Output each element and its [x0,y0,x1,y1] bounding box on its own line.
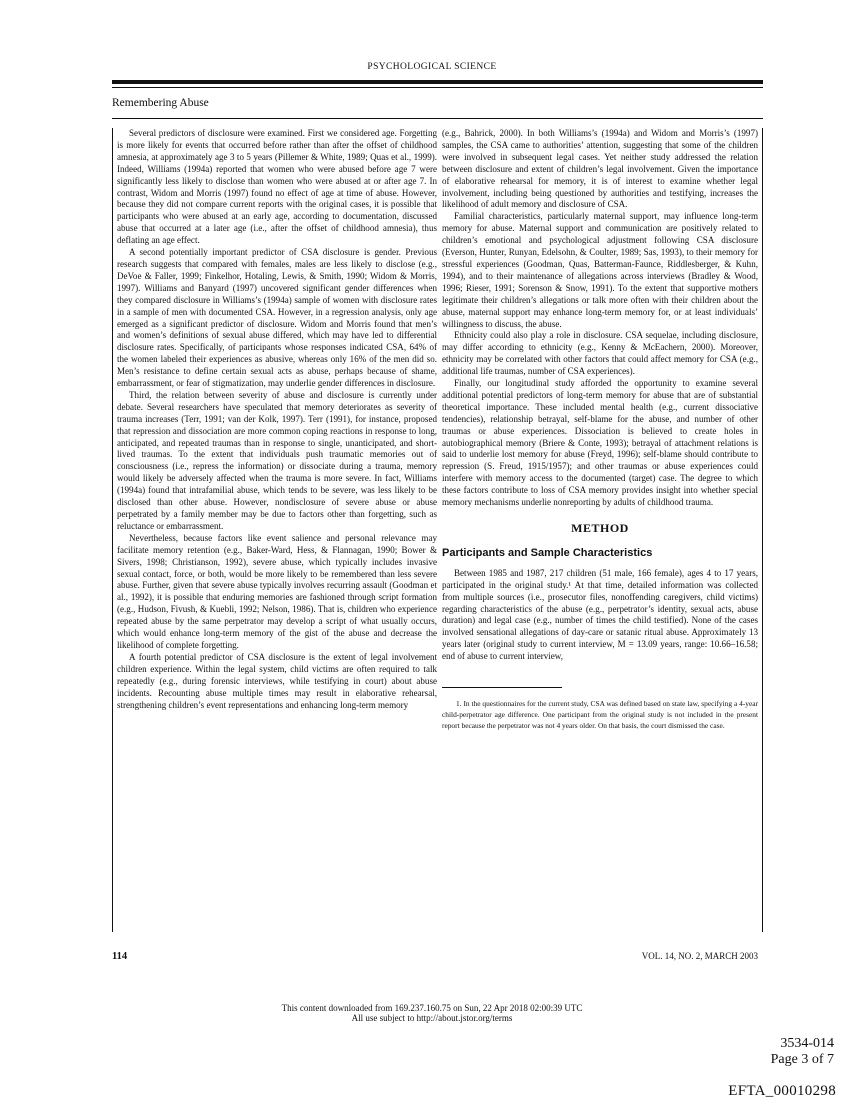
page-count: Page 3 of 7 [770,1052,834,1067]
method-heading: METHOD [571,521,629,535]
participants-subheading: Participants and Sample Characteristics [442,546,653,559]
footnote-text: 1. In the questionnaires for the current study, CSA was defined based on state law, specifying a 4-year child-perpetrator age difference. One participant from the original study is not included in the present report because the perpetrator was not 4 years older. On that basis, the court dismissed the case. [442,699,758,731]
paragraph: Finally, our longitudinal study afforded the opportunity to examine several additional potential predictors of long-term memory for abuse that are of substantial theoretical importance. These included mental health (e.g., current dissociative tendencies), relationship betrayal, self-blame for the abuse, and number of other traumas or abuse experiences. Dissociation is believed to create holes in autobiographical memory (Briere & Conte, 1993); betrayal of attachment relations is said to underlie lost memory for abuse (Freyd, 1996); self-blame should contribute to repression (S. Freud, 1915/1957); and other traumas or abuse experiences could interfere with memory access to the documented (target) case. The degree to which these factors contribute to loss of CSA memory provides insight into whether special memory mechanisms underlie nonreporting by adults of childhood trauma. [442,378,758,508]
download-notice [0,1003,864,1023]
journal-header: PSYCHOLOGICAL SCIENCE [367,62,497,72]
paragraph: Several predictors of disclosure were examined. First we considered age. Forgetting is more likely for events that occurred before rather than after the offset of childhood amnesia, at approximately age 3 to 5 years (Pillemer & White, 1989; Quas et al., 1999). Indeed, Williams (1994a) reported that women who were abused before age 7 were significantly less likely to disclose than women who were abused at or after age 7. In contrast, Widom and Morris (1997) found no effect of age at time of abuse. However, because they did not compare current reports with the original cases, it is possible that participants who were abused at an early age, according to documentation, discussed abuse that occurred at a later age (i.e., after the offset of childhood amnesia), thus deflating an age effect. [117,128,437,246]
header-rule-thick [112,80,763,84]
paragraph: (e.g., Bahrick, 2000). In both Williams’s (1994a) and Widom and Morris’s (1997) samples, the CSA came to authorities’ attention, suggesting that some of the children were involved in subsequent legal cases. Yet neither study addressed the relation between disclosure and extent of children’s legal involvement. Given the importance of elaborative rehearsal for memory, it is of interest to examine whether legal involvement, including being questioned by authorities and testifying, increases the likelihood of adult memory and disclosure of CSA. [442,128,758,210]
paragraph: Familial characteristics, particularly maternal support, may influence long-term memory for abuse. Maternal support and communication are positively related to children’s emotional and psychological adjustment following CSA disclosure (Everson, Hunter, Runyan, Edelsohn, & Coulter, 1989; Sas, 1993), to their memory for stressful experiences (Goodman, Quas, Batterman-Faunce, Riddlesberger, & Kuhn, 1994), and to their maintenance of allegations across interviews (Bradley & Wood, 1996; Rieser, 1991; Sorenson & Snow, 1991). To the extent that supportive mothers legitimate their children’s allegations or talk more often with their children about the abuse, maternal support may enhance long-term memory for, or at least individuals’ willingness to discuss, the abuse. [442,211,758,329]
download-notice-line: This content downloaded from 169.237.160.75 on Sun, 22 Apr 2018 02:00:39 UTC [281,1003,583,1013]
document-id: 3534-014 [780,1036,834,1051]
header-rule-thin [112,87,763,88]
issue-info: VOL. 14, NO. 2, MARCH 2003 [641,951,758,961]
terms-notice-line: All use subject to http://about.jstor.org/terms [351,1013,513,1023]
running-title: Remembering Abuse [112,97,209,109]
document-stamp [771,1036,834,1068]
bates-number: EFTA_00010298 [728,1083,836,1099]
page-number: 114 [112,951,128,962]
paragraph: A fourth potential predictor of CSA disclosure is the extent of legal involvement children experience. Within the legal system, child victims are often required to talk repeatedly (e.g., during forensic interviews, while testifying in court) about abuse incidents. Recounting abuse multiple times may result in elaborative rehearsal, strengthening children’s event representations and enhancing long-term memory [117,651,437,710]
footnote-rule [442,687,562,688]
paragraph: Ethnicity could also play a role in disclosure. CSA sequelae, including disclosure, may differ according to ethnicity (e.g., Kenny & McEachern, 2000). Moreover, ethnicity may be correlated with other factors that could affect memory for CSA (e.g., additional life traumas, number of CSA experiences). [442,330,758,377]
paragraph: Nevertheless, because factors like event salience and personal relevance may facilitate memory retention (e.g., Baker-Ward, Hess, & Flannagan, 1990; Bower & Sivers, 1998; Christianson, 1992), severe abuse, which typically includes invasive sexual contact, force, or both, would be more likely to be remembered than less severe abuse. Further, given that severe abuse typically involves recurring assault (Goodman et al., 1992), it is possible that enduring memories are fashioned through script formation (e.g., Hudson, Fivush, & Kuebli, 1992; Nelson, 1986). That is, children who experience repeated abuse by the same perpetrator may develop a script of what usually occurs, which would enhance long-term memory of the gist of the abuse and decrease the likelihood of complete forgetting. [117,532,437,650]
paragraph: A second potentially important predictor of CSA disclosure is gender. Previous research suggests that compared with females, males are less likely to disclose (e.g., DeVoe & Faller, 1999; Finkelhor, Hotaling, Lewis, & Smith, 1990; Widom & Morris, 1997). Williams and Banyard (1997) uncovered significant gender differences when they compared disclosure in Williams’s (1994a) sample of women with disclosure rates in a sample of men with documented CSA. However, in a regression analysis, only age emerged as a significant predictor of disclosure. Widom and Morris found that men’s and women’s definitions of sexual abuse differed, which may have led to differential disclosure rates. Specifically, of participants whose responses indicated CSA, 64% of the women labeled their experiences as abusive, whereas only 16% of the men did so. Men’s resistance to define certain sexual acts as abuse, perhaps because of shame, embarrassment, or fear of stigmatization, may underlie gender differences in disclosure. [117,247,437,389]
footnote [442,698,758,731]
paragraph: Third, the relation between severity of abuse and disclosure is currently under debate. Several researchers have speculated that memory deteriorates as severity of trauma increases (Terr, 1991; van der Kolk, 1997). Terr (1991), for instance, proposed that repression and dissociation are more common coping reactions in response to long, anticipated, and repeated traumas than in response to single, unanticipated, and short-lived traumas. To the extent that individuals push traumatic memories out of consciousness (i.e., repress the information) or dissociate during a trauma, memory would likely be adversely affected when the trauma is more severe. In fact, Williams (1994a) found that intrafamilial abuse, which tends to be severe, was less likely to be disclosed than other abuse. However, nondisclosure of severe abuse or abuse perpetrated by a family member may be due to factors other than forgetting, such as reluctance or embarrassment. [117,389,437,531]
left-column [112,128,437,932]
right-column [442,128,763,932]
running-title-rule [112,118,763,119]
paragraph: Between 1985 and 1987, 217 children (51 male, 166 female), ages 4 to 17 years, participated in the original study.¹ At that time, detailed information was collected from multiple sources (i.e., prosecutor files, nonoffending caregivers, child victims) regarding characteristics of the abuse (e.g., perpetrator’s identity, sexual acts, abuse duration) and legal case (e.g., number of times the child testified). None of the cases involved sensational allegations of day-care or satanic ritual abuse. Approximately 13 years later (original study to current interview, M = 13.09 years, range: 10.66–16.58; end of abuse to current interview, [442,567,758,662]
